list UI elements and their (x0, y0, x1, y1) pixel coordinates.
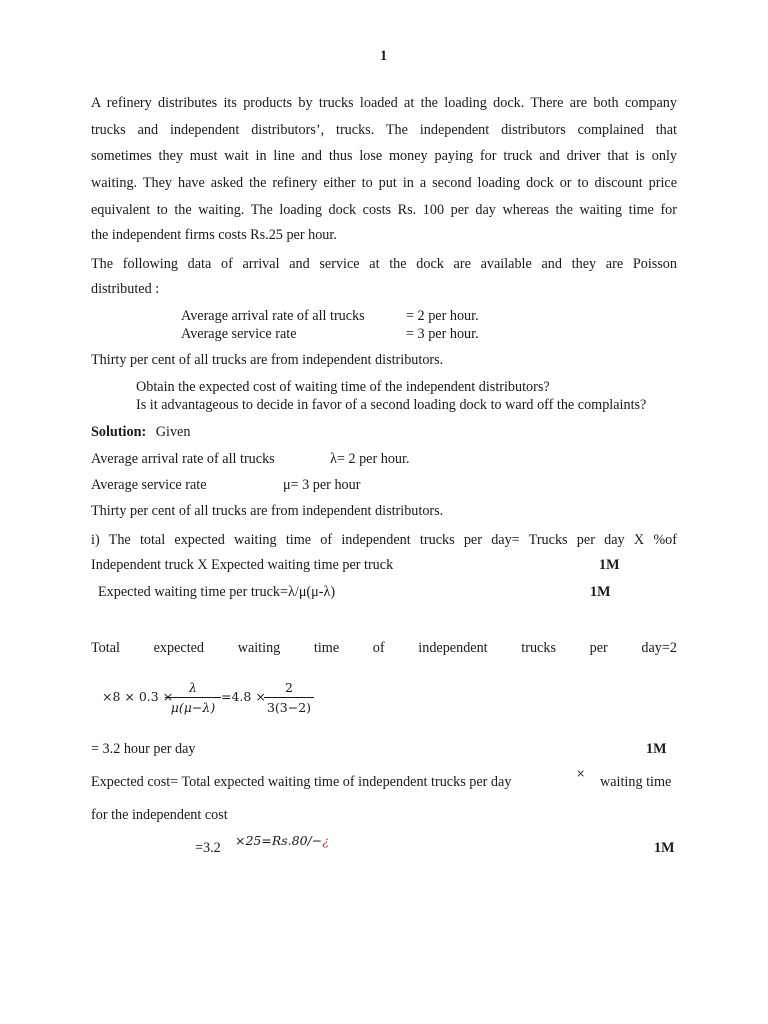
problem-line: trucks and independent distributors’, trucks. The independent distributors complained that (91, 122, 677, 138)
fraction-lambda-over-mu (165, 680, 221, 715)
data-label: Average service rate (181, 326, 297, 342)
fraction-denominator: μ(μ−λ) (170, 700, 216, 715)
solution-heading-row (91, 424, 190, 441)
formula-line: Expected waiting time per truck=λ/μ(μ-λ) (98, 584, 336, 600)
problem-line: waiting. They have asked the refinery either to put in a second loading dock or to discount price (91, 175, 677, 191)
cost-line: waiting time (600, 774, 672, 790)
fraction-bar (264, 697, 314, 698)
mark: 1M (599, 557, 620, 573)
result-line: = 3.2 hour per day (91, 741, 196, 757)
question: Is it advantageous to decide in favor of a second loading dock to ward off the complaints? (136, 397, 647, 413)
total-line: Total expected waiting time of independent trucks per day=2 (91, 640, 677, 656)
problem-line: Thirty per cent of all trucks are from independent distributors. (91, 352, 444, 368)
problem-line: sometimes they must wait in line and thus lose money paying for truck and driver that is only (91, 148, 677, 164)
cost-line: for the independent cost (91, 807, 228, 823)
fraction-numerator: λ (189, 680, 197, 695)
service-value: μ= 3 per hour (283, 477, 361, 493)
mark: 1M (590, 584, 611, 600)
arrival-value: λ= 2 per hour. (330, 451, 410, 467)
problem-line: equivalent to the waiting. The loading dock costs Rs. 100 per day whereas the waiting time for (91, 202, 677, 218)
equation-mid: =4.8 × (221, 689, 266, 704)
fraction-denominator: 3(3−2) (266, 700, 312, 715)
arrival-label: Average arrival rate of all trucks (91, 451, 275, 467)
data-value: = 3 per hour. (406, 326, 479, 342)
fraction-numerator: 2 (285, 680, 293, 695)
given-label: Given (155, 424, 191, 440)
page-number: 1 (380, 48, 388, 64)
solution-line: Thirty per cent of all trucks are from independent distributors. (91, 503, 444, 519)
service-label: Average service rate (91, 477, 207, 493)
mark: 1M (646, 741, 667, 757)
problem-line: the independent firms costs Rs.25 per hour. (91, 227, 337, 243)
data-label: Average arrival rate of all trucks (181, 308, 365, 324)
solution-line: i) The total expected waiting time of independent trucks per day= Trucks per day X %of (91, 532, 677, 548)
times-symbol: × (576, 767, 586, 780)
solution-heading: Solution: (91, 424, 147, 440)
cost-equation-right (235, 833, 329, 848)
fraction-two-over-three (264, 680, 314, 715)
cost-equation-glyph: ¿ (322, 833, 329, 848)
question: Obtain the expected cost of waiting time of the independent distributors? (136, 379, 550, 395)
mark: 1M (654, 840, 675, 856)
cost-equation-text: ×25=Rs.80/− (235, 833, 323, 848)
problem-line: A refinery distributes its products by trucks loaded at the loading dock. There are both company (91, 95, 677, 111)
cost-equation-left: =3.2 (195, 840, 221, 856)
solution-line: Independent truck X Expected waiting time per truck (91, 557, 394, 573)
equation-prefix: ×8 × 0.3 × (102, 689, 174, 704)
problem-line: The following data of arrival and service at the dock are available and they are Poisson (91, 256, 677, 272)
fraction-bar (165, 697, 221, 698)
data-value: = 2 per hour. (406, 308, 479, 324)
problem-line: distributed : (91, 281, 160, 297)
cost-line: Expected cost= Total expected waiting time of independent trucks per day (91, 774, 512, 790)
